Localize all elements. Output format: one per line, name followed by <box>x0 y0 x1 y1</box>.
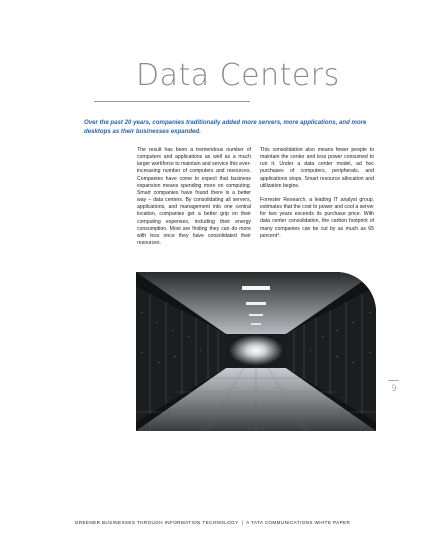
footer-separator: | <box>241 520 244 525</box>
page-title: Data Centers <box>136 58 340 93</box>
body-paragraph: Forrester Research, a leading IT analyst group, estimates that the cost to power and cool a server for two years exceeds its purchase price. With data center consolidation, the carbon footprint of many companies can be cut by as much as 65 percent⁴. <box>260 196 374 239</box>
body-paragraph: The result has been a tremendous number of computers and applications as well as a much larger workforce to maintain and service this ever-increasing number of computers and resources. Companies have come to expect that business expansion means spending more on computing. Smart companies have found there is a better way – data centers. By consolidating all servers, applications, and management into one central location, companies get a better grip on their computing expenses, including their energy consumption. Most are finding they can do more with less once they have consolidated their resources. <box>137 147 251 247</box>
title-divider <box>94 101 250 102</box>
body-paragraph: This consolidation also means fewer people to maintain the center and less power consumed to run it. Under a data center model, ad hoc purchases of computers, peripherals, and applications stops. Smart resource allocation and utilization begins. <box>260 147 374 189</box>
server-room-illustration <box>136 272 376 431</box>
footer-right: A TATA COMMUNICATIONS WHITE PAPER <box>246 520 351 525</box>
page-number-rule <box>388 380 399 381</box>
left-column <box>137 147 251 254</box>
page-number: 9 <box>391 384 397 394</box>
right-column <box>260 147 374 247</box>
footer-left: GREENER BUSINESSES THROUGH INFORMATION TECHNOLOGY <box>74 520 239 525</box>
footer <box>0 520 425 525</box>
server-room-photo <box>136 272 376 431</box>
intro-paragraph: Over the past 20 years, companies traditionally added more servers, more applications, and more desktops as their businesses expanded. <box>84 119 367 135</box>
